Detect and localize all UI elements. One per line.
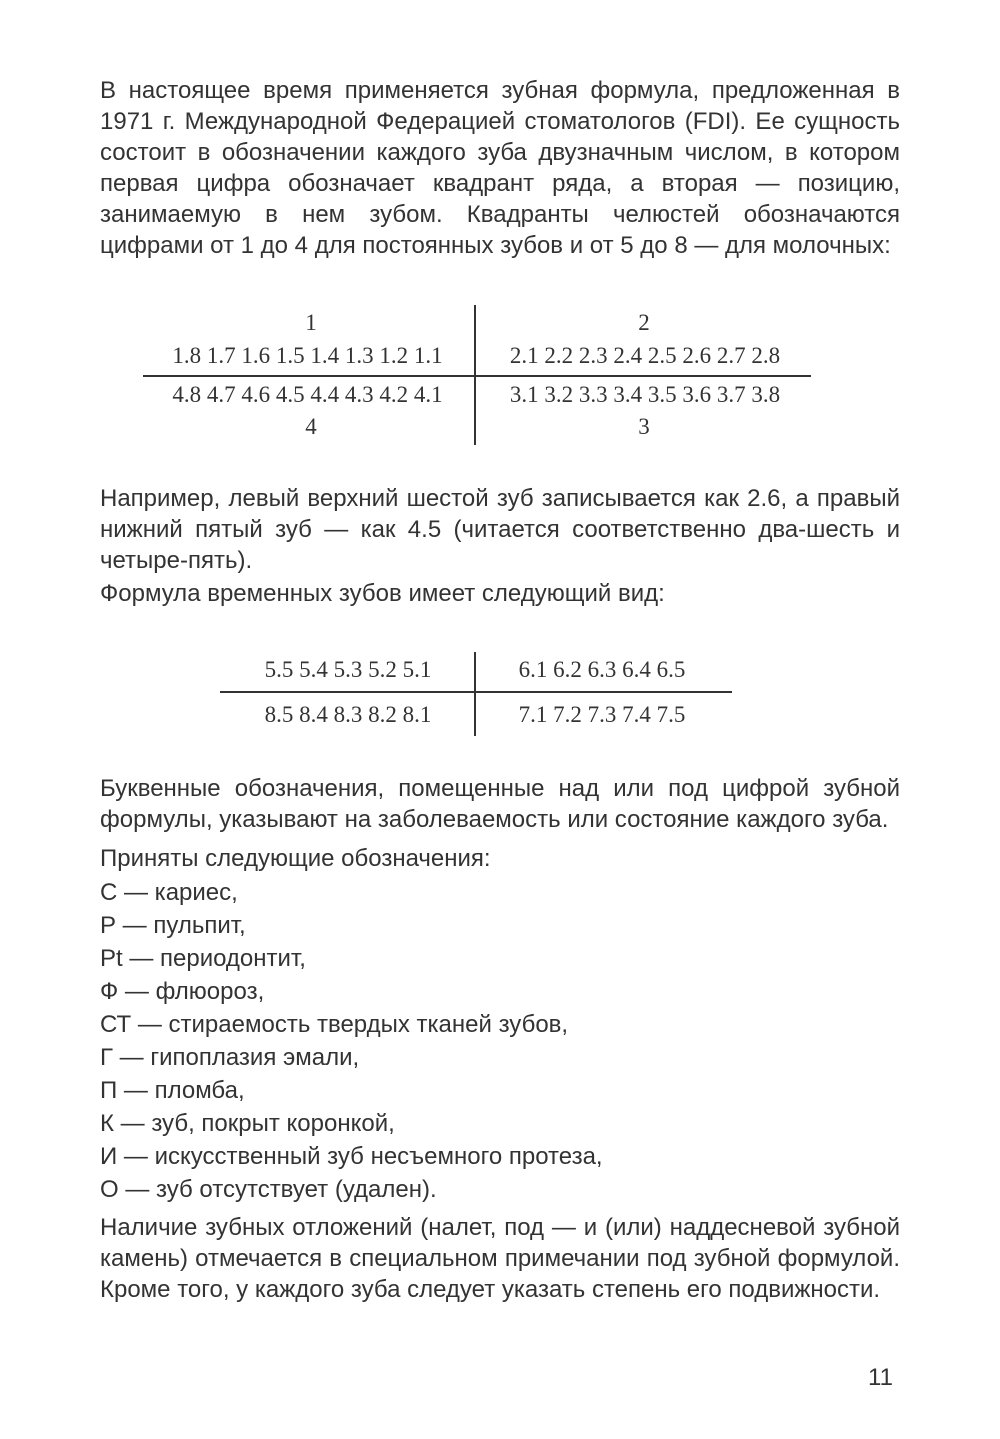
temp-lower-left-teeth: 7.1 7.2 7.3 7.4 7.5	[518, 702, 686, 727]
legend-item: К — зуб, покрыт коронкой,	[100, 1110, 395, 1137]
accepted-designations-heading: Приняты следующие обозначения:	[100, 845, 491, 872]
deposits-paragraph: Наличие зубных отложений (налет, под — и (или) наддесневой зубной камень) отмечается в специальном примечании под зубной формулой. Кроме того, у каждого зуба следует указать степень его подвижности.	[100, 1214, 900, 1303]
temporary-formula-intro: Формула временных зубов имеет следующий вид:	[100, 580, 665, 607]
legend-item: Pt — периодонтит,	[100, 945, 306, 972]
upper-right-teeth: 1.8 1.7 1.6 1.5 1.4 1.3 1.2 1.1	[172, 343, 443, 368]
upper-left-teeth: 2.1 2.2 2.3 2.4 2.5 2.6 2.7 2.8	[509, 343, 781, 368]
example-paragraph: Например, левый верхний шестой зуб записывается как 2.6, а правый нижний пятый зуб — как 4.5 (читается соответственно два-шесть и четыре-пять).	[100, 485, 900, 574]
quadrant-2-label: 2	[638, 310, 650, 335]
temp-upper-right-teeth: 5.5 5.4 5.3 5.2 5.1	[264, 657, 432, 682]
legend-item: П — пломба,	[100, 1077, 245, 1104]
legend-item: И — искусственный зуб несъемного протеза,	[100, 1143, 603, 1170]
temp-upper-left-teeth: 6.1 6.2 6.3 6.4 6.5	[518, 657, 686, 682]
quadrant-4-label: 4	[305, 414, 317, 439]
temp-formula-horizontal-divider	[220, 691, 732, 693]
legend-item: Ф — флюороз,	[100, 978, 265, 1005]
letters-paragraph: Буквенные обозначения, помещенные над или под цифрой зубной формулы, указывают на заболеваемость или состояние каждого зуба.	[100, 775, 900, 833]
quadrant-3-label: 3	[638, 414, 650, 439]
quadrant-1-label: 1	[305, 310, 317, 335]
legend-item: О — зуб отсутствует (удален).	[100, 1176, 437, 1203]
legend-item: Р — пульпит,	[100, 912, 246, 939]
page-number: 11	[868, 1364, 893, 1391]
lower-right-teeth: 4.8 4.7 4.6 4.5 4.4 4.3 4.2 4.1	[172, 382, 443, 407]
intro-paragraph: В настоящее время применяется зубная формула, предложенная в 1971 г. Международной Федерацией стоматологов (FDI). Ее сущность состоит в обозначении каждого зуба двузначным числом, в котором первая цифра обозначает квадрант ряда, а вторая — позицию, занимаемую в нем зубом. Квадранты челюстей обозначаются цифрами от 1 до 4 для постоянных зубов и от 5 до 8 — для молочных:	[100, 77, 900, 259]
temp-lower-right-teeth: 8.5 8.4 8.3 8.2 8.1	[264, 702, 432, 727]
legend-item: С — кариес,	[100, 879, 238, 906]
legend-item: СТ — стираемость твердых тканей зубов,	[100, 1011, 569, 1038]
legend-item: Г — гипоплазия эмали,	[100, 1044, 360, 1071]
temp-formula-vertical-divider	[474, 652, 476, 736]
lower-left-teeth: 3.1 3.2 3.3 3.4 3.5 3.6 3.7 3.8	[509, 382, 781, 407]
